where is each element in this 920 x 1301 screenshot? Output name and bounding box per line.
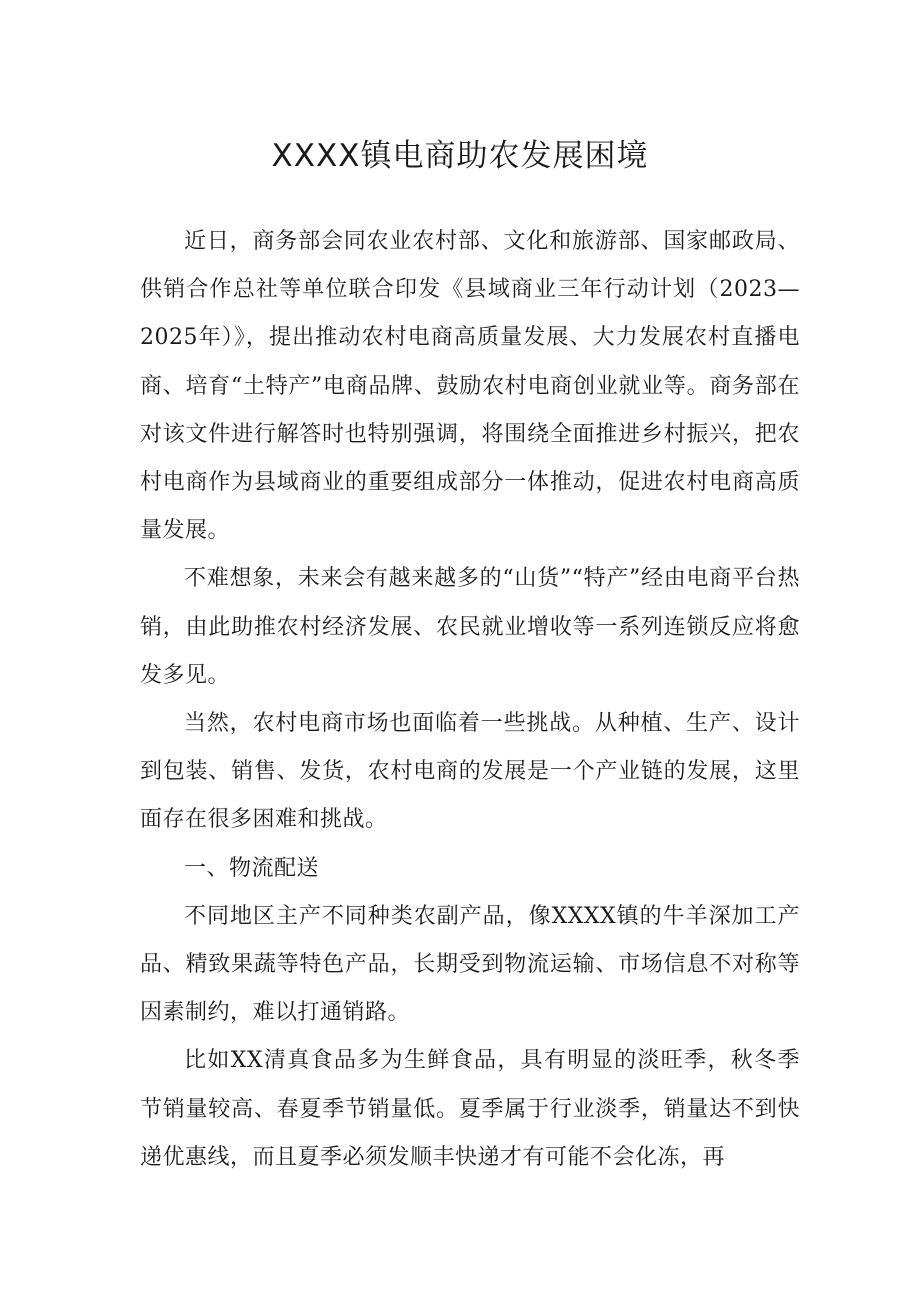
paragraph-outlook: 不难想象，未来会有越来越多的“山货”“特产”经由电商平台热销，由此助推农村经济发展、农民就业增收等一系列连锁反应将愈发多见。 <box>140 566 800 688</box>
paragraph-example: 比如XX清真食品多为生鲜食品，具有明显的淡旺季，秋冬季节销量较高、春夏季节销量低。夏季属于行业淡季，销量达不到快递优惠线，而且夏季必须发顺丰快递才有可能不会化冻，再 <box>140 1048 800 1170</box>
paragraph-intro: 近日，商务部会同农业农村部、文化和旅游部、国家邮政局、供销合作总社等单位联合印发《县域商业三年行动计划（2023—2025年）》，提出推动农村电商高质量发展、大力发展农村直播电商、培育“土特产”电商品牌、鼓励农村电商创业就业等。商务部在对该文件进行解答时也特别强调，将围绕全面推进乡村振兴，把农村电商作为县域商业的重要组成部分一体推动，促进农村电商高质量发展。 <box>140 229 800 544</box>
paragraph-challenges: 当然，农村电商市场也面临着一些挑战。从种植、生产、设计到包装、销售、发货，农村电商的发展是一个产业链的发展，这里面存在很多困难和挑战。 <box>140 711 800 833</box>
paragraph-logistics: 不同地区主产不同种类农副产品，像XXXX镇的牛羊深加工产品、精致果蔬等特色产品，长期受到物流运输、市场信息不对称等因素制约，难以打通销路。 <box>140 903 800 1026</box>
document-body <box>140 218 800 1182</box>
document-title: XXXX镇电商助农发展困境 <box>271 138 649 174</box>
section-heading-logistics: 一、物流配送 <box>184 855 320 881</box>
